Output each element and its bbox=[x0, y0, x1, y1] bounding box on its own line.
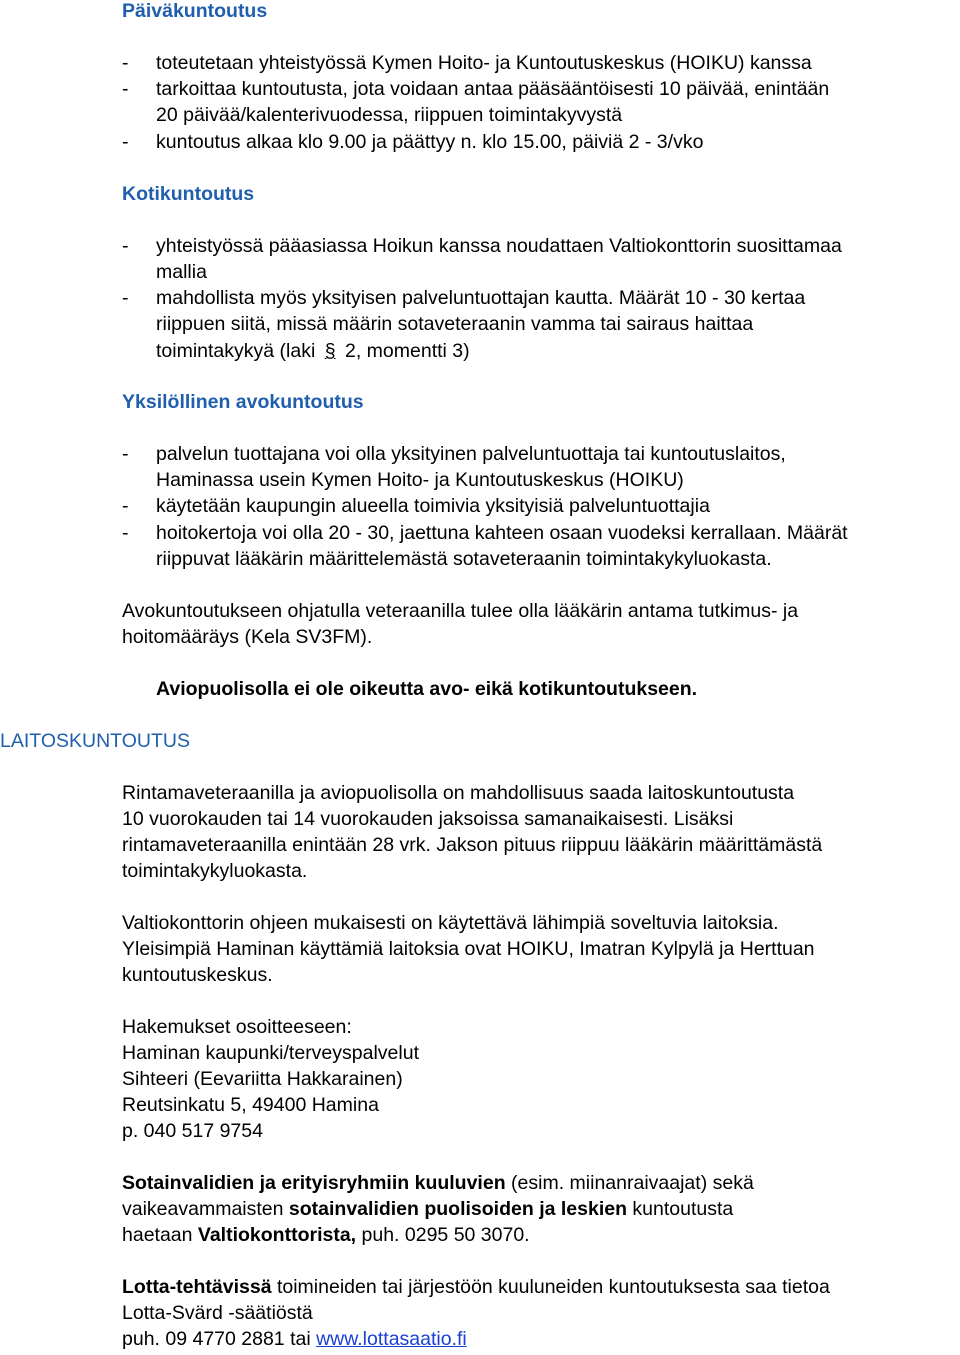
avokuntoutus-note: Avokuntoutukseen ohjatulla veteraanilla tulee olla lääkärin antama tutkimus- ja bbox=[122, 600, 799, 622]
heading-avokuntoutus: Yksilöllinen avokuntoutus bbox=[122, 391, 364, 413]
section-sign-icon: § bbox=[324, 340, 336, 362]
law-ref-text: toimintakykyä (laki bbox=[156, 340, 316, 362]
list-item: toteutetaan yhteistyössä Kymen Hoito- ja Kuntoutuskeskus (HOIKU) kanssa bbox=[156, 52, 812, 74]
list-dash: - bbox=[122, 495, 129, 517]
list-dash: - bbox=[122, 287, 129, 309]
list-item-cont: mallia bbox=[156, 261, 207, 283]
list-dash: - bbox=[122, 522, 129, 544]
address-line: Sihteeri (Eevariitta Hakkarainen) bbox=[122, 1068, 403, 1090]
list-item-cont: riippuen siitä, missä määrin sotaveteraanin vamma tai sairaus haittaa bbox=[156, 313, 754, 335]
phone-line: p. 040 517 9754 bbox=[122, 1120, 263, 1142]
list-dash: - bbox=[122, 78, 129, 100]
list-dash: - bbox=[122, 443, 129, 465]
list-item-cont: 20 päivää/kalenterivuodessa, riippuen toimintakyvystä bbox=[156, 104, 623, 126]
paragraph-line: haetaan Valtiokonttorista, puh. 0295 50 3070. bbox=[122, 1224, 530, 1246]
list-item: käytetään kaupungin alueella toimivia yksityisiä palveluntuottajia bbox=[156, 495, 710, 517]
paragraph-line: kuntoutuskeskus. bbox=[122, 964, 273, 986]
paragraph-line: Lotta-Svärd -säätiöstä bbox=[122, 1302, 313, 1324]
address-line: Reutsinkatu 5, 49400 Hamina bbox=[122, 1094, 379, 1116]
paragraph-line: Rintamaveteraanilla ja aviopuolisolla on mahdollisuus saada laitoskuntoutusta bbox=[122, 782, 795, 804]
paragraph-line: 10 vuorokauden tai 14 vuorokauden jaksoissa samanaikaisesti. Lisäksi bbox=[122, 808, 734, 830]
paragraph-line: Valtiokonttorin ohjeen mukaisesti on käytettävä lähimpiä soveltuvia laitoksia. bbox=[122, 912, 779, 934]
list-dash: - bbox=[122, 235, 129, 257]
paragraph-line: Sotainvalidien ja erityisryhmiin kuuluvien (esim. miinanraivaajat) sekä bbox=[122, 1172, 754, 1194]
list-item: palvelun tuottajana voi olla yksityinen palveluntuottaja tai kuntoutuslaitos, bbox=[156, 443, 786, 465]
list-item-cont: riippuvat lääkärin määrittelemästä sotaveteraanin toimintakykyluokasta. bbox=[156, 548, 772, 570]
paragraph-line: rintamaveteraanilla enintään 28 vrk. Jakson pituus riippuu lääkärin määrittämästä bbox=[122, 834, 823, 856]
list-item: kuntoutus alkaa klo 9.00 ja päättyy n. klo 15.00, päiviä 2 - 3/vko bbox=[156, 131, 704, 153]
list-item-cont bbox=[156, 340, 470, 363]
address-line: Haminan kaupunki/terveyspalvelut bbox=[122, 1042, 419, 1064]
avokuntoutus-note: hoitomääräys (Kela SV3FM). bbox=[122, 626, 373, 648]
paragraph-line: Yleisimpiä Haminan käyttämiä laitoksia ovat HOIKU, Imatran Kylpylä ja Herttuan bbox=[122, 938, 815, 960]
list-dash: - bbox=[122, 52, 129, 74]
heading-laitoskuntoutus: LAITOSKUNTOUTUS bbox=[0, 730, 190, 752]
list-item-cont: Haminassa usein Kymen Hoito- ja Kuntoutuskeskus (HOIKU) bbox=[156, 469, 684, 491]
paragraph-line: Lotta-tehtävissä toimineiden tai järjestöön kuuluneiden kuntoutuksesta saa tietoa bbox=[122, 1276, 830, 1298]
paragraph-line: vaikeavammaisten sotainvalidien puolisoiden ja leskien kuntoutusta bbox=[122, 1198, 734, 1220]
address-line: Hakemukset osoitteeseen: bbox=[122, 1016, 352, 1038]
list-item: yhteistyössä pääasiassa Hoikun kanssa noudattaen Valtiokonttorin suosittamaa bbox=[156, 235, 842, 257]
lottasaatio-link[interactable]: www.lottasaatio.fi bbox=[316, 1328, 467, 1350]
list-item: mahdollista myös yksityisen palveluntuottajan kautta. Määrät 10 - 30 kertaa bbox=[156, 287, 806, 309]
list-item: hoitokertoja voi olla 20 - 30, jaettuna kahteen osaan vuodeksi kerrallaan. Määrät bbox=[156, 522, 848, 544]
heading-paivakuntoutus: Päiväkuntoutus bbox=[122, 0, 268, 22]
paragraph-line: toimintakykyluokasta. bbox=[122, 860, 308, 882]
heading-kotikuntoutus: Kotikuntoutus bbox=[122, 183, 255, 205]
paragraph-line: puh. 09 4770 2881 tai www.lottasaatio.fi bbox=[122, 1328, 467, 1350]
list-item: tarkoittaa kuntoutusta, jota voidaan antaa pääsääntöisesti 10 päivää, enintään bbox=[156, 78, 830, 100]
list-dash: - bbox=[122, 131, 129, 153]
spouse-note: Aviopuolisolla ei ole oikeutta avo- eikä kotikuntoutukseen. bbox=[156, 678, 698, 700]
law-ref-text-2: 2, momentti 3) bbox=[345, 340, 470, 362]
